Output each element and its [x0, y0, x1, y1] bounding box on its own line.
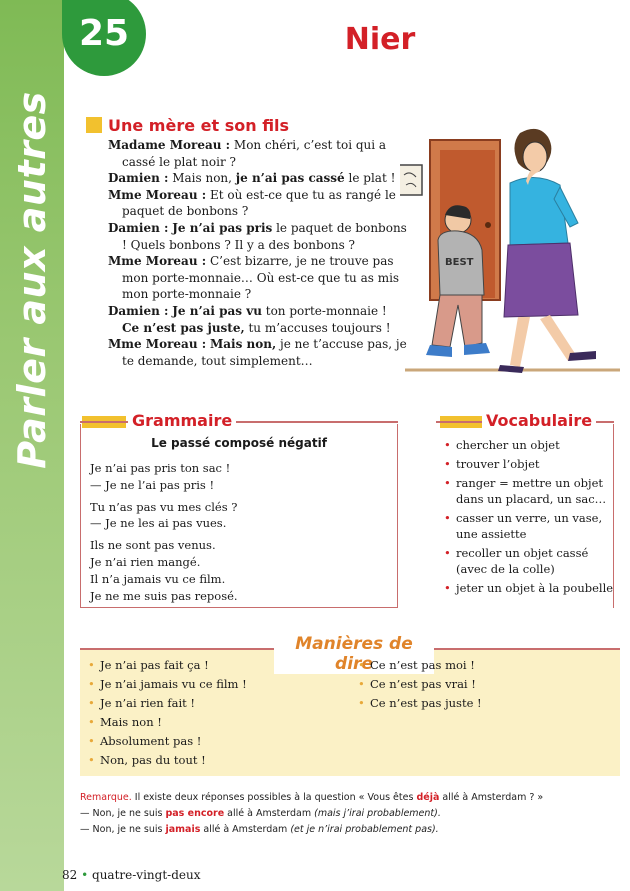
speaker: Damien :: [108, 171, 169, 186]
remarque-note: [80, 790, 620, 838]
page-number-words: quatre-vingt-deux: [92, 868, 201, 882]
highlight-pas-encore: pas encore: [165, 808, 225, 819]
line-text: ton porte-monnaie !: [261, 303, 387, 318]
remarque-text: allé à Amsterdam: [200, 824, 291, 835]
remarque-text: Il existe deux réponses possibles à la question « Vous êtes: [131, 792, 417, 803]
phrase-item: • Non, pas du tout !: [88, 751, 338, 770]
grammar-example: — Je ne les ai pas vues.: [90, 516, 227, 531]
mother-figure: [498, 129, 596, 373]
grammar-example: Ils ne sont pas venus.: [90, 538, 216, 553]
negation-phrase: Ce n’est pas juste,: [122, 320, 245, 335]
remarque-line: [80, 806, 620, 822]
manieres-rule-right: [434, 648, 620, 650]
grammar-example: Je ne me suis pas reposé.: [90, 588, 238, 603]
phrase-item: • Ce n’est pas moi !: [358, 656, 608, 675]
vocab-item: • chercher un objet: [444, 437, 616, 453]
speaker: Damien :: [108, 220, 169, 235]
phrase-item: • Absolument pas !: [88, 732, 338, 751]
dialogue-turn: [108, 187, 408, 220]
dialogue-heading-text: Une mère et son fils: [108, 116, 290, 135]
dialogue-turn: [108, 303, 408, 336]
dialogue-turn: [108, 220, 408, 253]
manieres-list-left: [88, 656, 338, 770]
page-title: Nier: [344, 22, 416, 57]
dialogue-turn: [108, 137, 408, 170]
remarque-aside: (mais j’irai probablement).: [314, 808, 441, 819]
vocabulaire-list: [444, 437, 616, 599]
phrase-item: • Je n’ai rien fait !: [88, 694, 338, 713]
dialogue-heading: [86, 116, 289, 135]
phrase-item: • Je n’ai pas fait ça !: [88, 656, 338, 675]
line-text: je ne t’accuse pas, je te demande, tout simplement…: [122, 337, 407, 368]
speaker: Mme Moreau :: [108, 187, 207, 202]
phrase-item: • Ce n’est pas juste !: [358, 694, 608, 713]
grammaire-examples: [90, 460, 390, 604]
grammar-example: Je n’ai rien mangé.: [90, 554, 201, 569]
dialogue-turn: [108, 170, 408, 187]
grammar-example: — Je ne l’ai pas pris !: [90, 477, 215, 492]
vocabulaire-title: Vocabulaire: [482, 411, 596, 430]
dialogue-turn: [108, 336, 408, 369]
line-text: Et où est-ce que tu as rangé le paquet de bonbons ?: [122, 187, 396, 219]
manieres-rule-left: [80, 648, 274, 650]
speaker: Madame Moreau :: [108, 138, 231, 152]
sidebar: [0, 0, 64, 891]
section-marker-icon: [86, 117, 102, 133]
remarque-line: [80, 822, 620, 838]
dialogue-turn: [108, 253, 408, 303]
negation-phrase: Je n’ai pas pris: [172, 220, 273, 235]
remarque-text: — Non, je ne suis: [80, 824, 166, 835]
grammaire-subtitle: Le passé composé négatif: [151, 436, 327, 450]
vocab-item: • trouver l’objet: [444, 456, 616, 472]
speaker: Damien :: [108, 303, 169, 318]
grammaire-title: Grammaire: [128, 411, 236, 430]
manieres-title: Manières de dire: [274, 634, 434, 674]
page-footer: [62, 868, 200, 882]
grammar-example: Tu n’as pas vu mes clés ?: [90, 499, 238, 514]
vocab-item: • jeter un objet à la poubelle: [444, 580, 616, 596]
vocab-item: • recoller un objet cassé (avec de la colle): [444, 545, 616, 577]
line-text: le plat !: [344, 171, 396, 186]
phrase-item: • Mais non !: [88, 713, 338, 732]
line-text: tu m’accuses toujours !: [244, 320, 391, 335]
mother-son-illustration: [400, 115, 625, 380]
grammar-example: Il n’a jamais vu ce film.: [90, 571, 226, 586]
lesson-number-badge: 25: [62, 0, 146, 76]
line-text: Mais non,: [168, 171, 236, 186]
highlight-jamais: jamais: [165, 824, 201, 835]
manieres-list-right: [358, 656, 608, 713]
remarque-label: Remarque.: [80, 792, 132, 803]
phrase-item: • Ce n’est pas vrai !: [358, 675, 608, 694]
remarque-text: allé à Amsterdam ? »: [439, 792, 544, 803]
grammar-example: Je n’ai pas pris ton sac !: [90, 461, 231, 475]
negation-phrase: je n’ai pas cassé: [235, 171, 345, 186]
remarque-text: — Non, je ne suis: [80, 808, 166, 819]
vocab-item: • casser un verre, un vase, une assiette: [444, 510, 616, 542]
line-text: le paquet de bonbons ! Quels bonbons ? Il y a des bonbons ?: [122, 220, 407, 252]
vocab-item: • ranger = mettre un objet dans un placard, un sac…: [444, 475, 616, 507]
wall-picture: [400, 165, 422, 195]
sidebar-title: Parler aux autres: [10, 91, 54, 469]
line-text: C’est bizarre, je ne trouve pas mon porte-monnaie… Où est-ce que tu as mis mon porte-monnaie ?: [122, 254, 400, 302]
page-number: 82: [62, 868, 78, 882]
bullet-icon: •: [81, 868, 89, 882]
remarque-line: [80, 790, 620, 806]
dialogue: [108, 137, 408, 369]
line-text: Mon chéri, c’est toi qui a cassé le plat noir ?: [122, 138, 387, 169]
sweater-text: BEST: [445, 257, 474, 268]
negation-phrase: Mais non,: [209, 337, 277, 352]
remarque-text: allé à Amsterdam: [224, 808, 315, 819]
remarque-aside: (et je n’irai probablement pas).: [290, 824, 439, 835]
speaker: Mme Moreau :: [108, 337, 207, 352]
highlight-deja: déjà: [416, 792, 440, 803]
negation-phrase: Je n’ai pas vu: [172, 303, 262, 318]
phrase-item: • Je n’ai jamais vu ce film !: [88, 675, 338, 694]
speaker: Mme Moreau :: [108, 254, 207, 269]
